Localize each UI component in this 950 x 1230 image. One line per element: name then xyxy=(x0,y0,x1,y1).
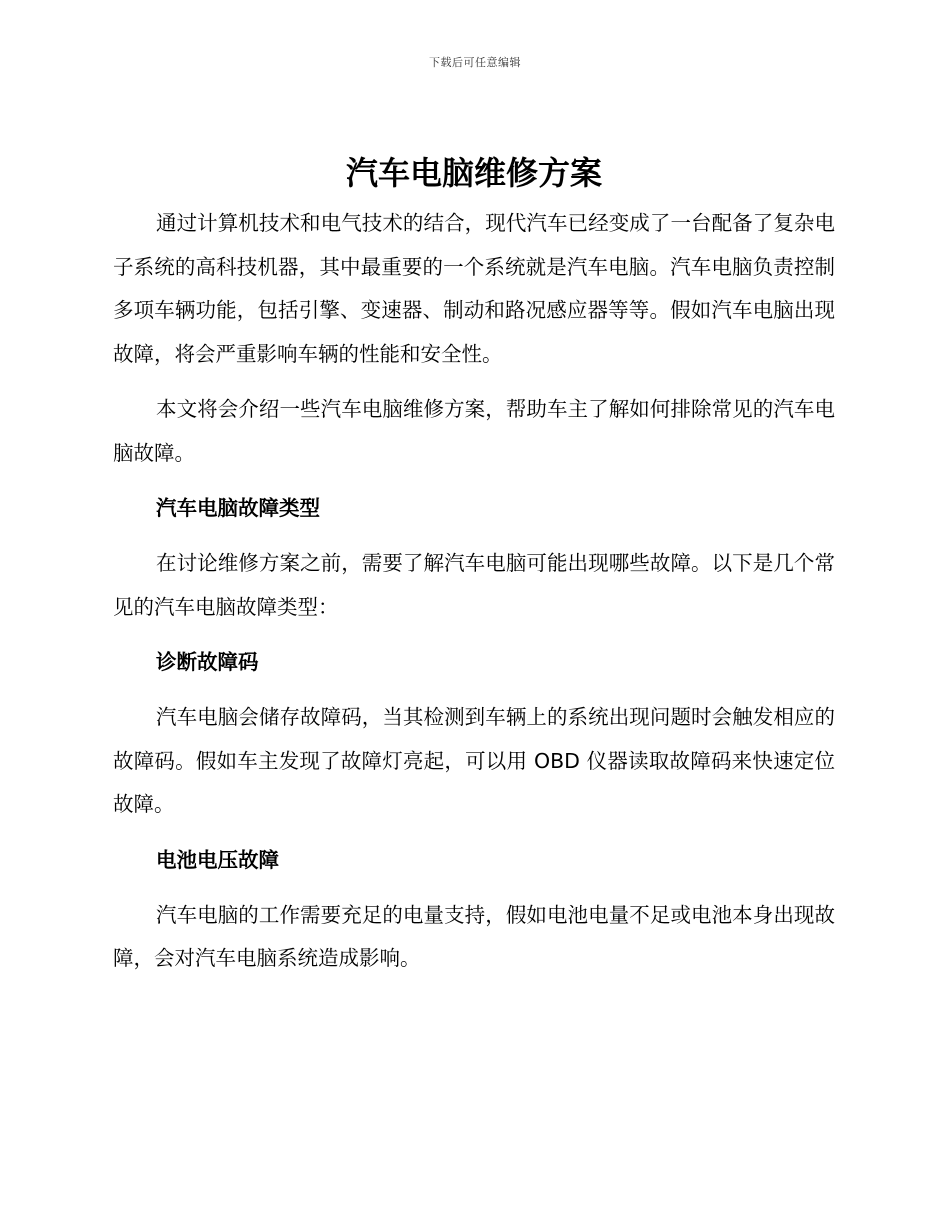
document-title: 汽车电脑维修方案 xyxy=(345,154,602,192)
section-paragraph-fault-types: 在讨论维修方案之前，需要了解汽车电脑可能出现哪些故障。以下是几个常见的汽车电脑故障类型： xyxy=(113,551,835,619)
section-paragraph-battery-voltage: 汽车电脑的工作需要充足的电量支持，假如电池电量不足或电池本身出现故障，会对汽车电脑系统造成影响。 xyxy=(113,902,835,970)
section-heading-fault-types: 汽车电脑故障类型 xyxy=(156,496,320,520)
document-body xyxy=(113,148,835,993)
intro-paragraph-1: 通过计算机技术和电气技术的结合，现代汽车已经变成了一台配备了复杂电子系统的高科技机器，其中最重要的一个系统就是汽车电脑。汽车电脑负责控制多项车辆功能，包括引擎、变速器、制动和路况感应器等等。假如汽车电脑出现故障，将会严重影响车辆的性能和安全性。 xyxy=(113,211,835,366)
intro-paragraph-2: 本文将会介绍一些汽车电脑维修方案，帮助车主了解如何排除常见的汽车电脑故障。 xyxy=(113,397,835,465)
section-heading-diagnostic-codes: 诊断故障码 xyxy=(156,650,259,674)
page-header-note: 下载后可任意编辑 xyxy=(429,56,521,69)
section-heading-battery-voltage: 电池电压故障 xyxy=(156,847,279,872)
section-paragraph-diagnostic-codes: 汽车电脑会储存故障码，当其检测到车辆上的系统出现问题时会触发相应的故障码。假如车主发现了故障灯亮起，可以用 OBD 仪器读取故障码来快速定位故障。 xyxy=(113,705,835,816)
